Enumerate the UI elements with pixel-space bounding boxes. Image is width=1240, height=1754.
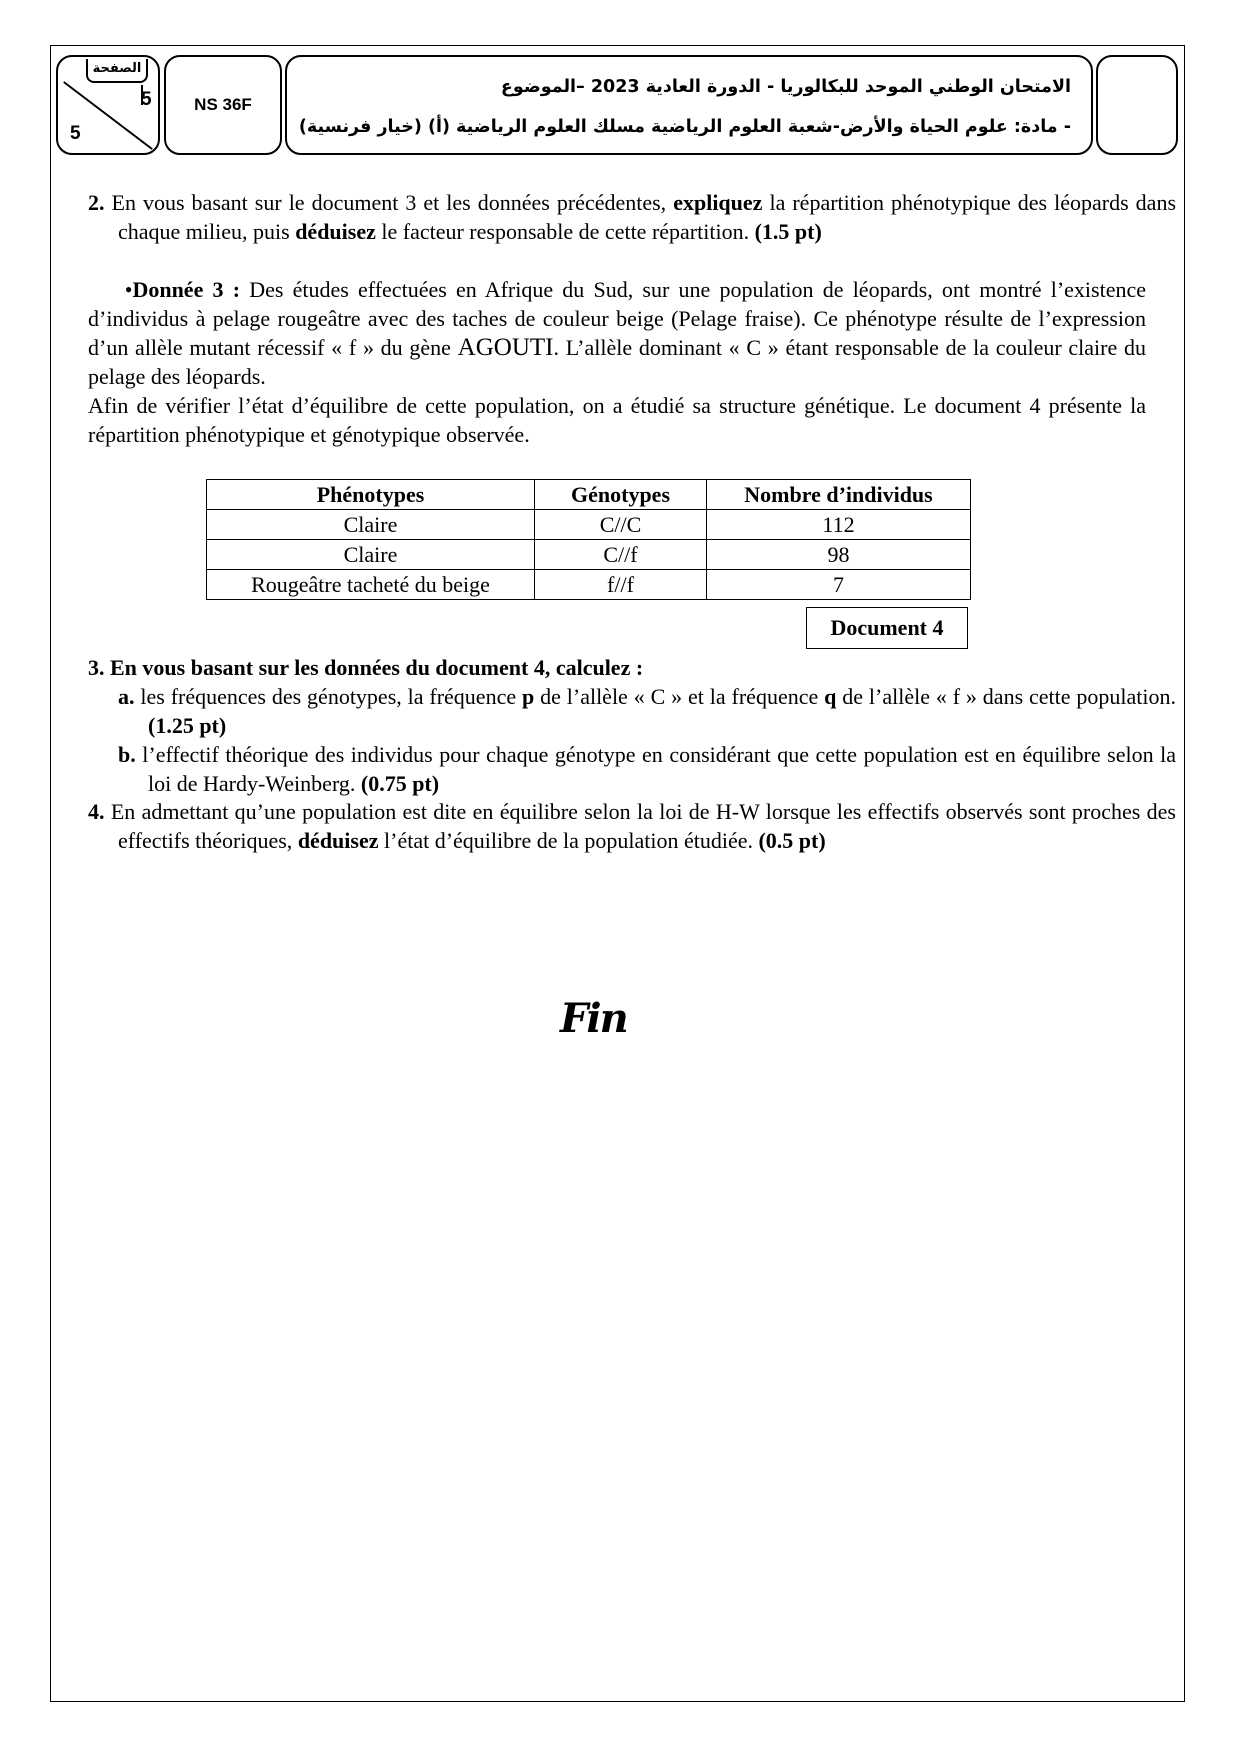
q2-points: (1.5 pt) (754, 219, 822, 244)
donnee-3 (88, 275, 1146, 391)
table-cell: C//C (535, 510, 707, 540)
page-number-box (56, 55, 160, 155)
page-label: الصفحة (86, 59, 148, 83)
table-header: Phénotypes (207, 480, 535, 510)
q3a-text: les fréquences des génotypes, la fréquence (134, 684, 522, 709)
q2-number: 2. (88, 190, 105, 215)
q2-text: la répartition phénotypique des léopards dans chaque milieu, puis (118, 190, 1177, 244)
q3a-q: q (824, 684, 837, 709)
table-cell: 112 (707, 510, 971, 540)
q3b-points: (0.75 pt) (360, 771, 440, 796)
table-cell: Claire (207, 510, 535, 540)
page-total: 5 (70, 123, 81, 144)
q4-points: (0.5 pt) (758, 828, 826, 853)
exam-title-box (285, 55, 1093, 155)
q2-verb-explain: expliquez (673, 190, 763, 215)
table-cell: 98 (707, 540, 971, 570)
document-4-caption: Document 4 (806, 607, 968, 649)
question-4 (88, 797, 1176, 855)
q4-text: l’état d’équilibre de la population étudiée. (378, 828, 759, 853)
donnee-3-label: Donnée 3 : (132, 277, 241, 302)
donnee-3-paragraph-2: Afin de vérifier l’état d’équilibre de cette population, on a étudié sa structure génétique. Le document 4 présente la répartition phénotypique et génotypique observée. (88, 393, 1146, 447)
q3a-points: (1.25 pt) (148, 713, 227, 738)
page-current: 5 (141, 89, 152, 110)
question-3a (118, 682, 1176, 740)
question-2 (88, 188, 1176, 246)
q4-text: En admettant qu’une population est dite en équilibre selon la loi de H-W lorsque les effectifs observés sont proches des effectifs théoriques, (104, 799, 1176, 853)
donnee-3-text: Des études effectuées en Afrique du Sud, sur une population de léopards, ont montré l’existence d’individus à pelage rougeâtre avec des taches de couleur beige (Pelage fraise). Ce phénotype résulte de l’expression d’un allèle mutant récessif « f » du gène (88, 277, 1146, 360)
donnee-3-text: . L’allèle dominant « C » étant responsable de la couleur claire du pelage des léopards. (88, 335, 1146, 389)
question-3-title (88, 653, 1146, 682)
question-3b (118, 740, 1176, 798)
q2-text: En vous basant sur le document 3 et les données précédentes, (104, 190, 674, 215)
q3-title-text: 3. En vous basant sur les données du document 4, calculez : (88, 655, 644, 680)
exam-title-line1: الامتحان الوطني الموحد للبكالوريا - الدورة العادية 2023 –الموضوع (500, 77, 1071, 97)
table-cell: Claire (207, 540, 535, 570)
table-header-row (207, 480, 971, 510)
table-header: Nombre d’individus (707, 480, 971, 510)
q3a-text: de l’allèle « C » et la fréquence (534, 684, 825, 709)
q3a-p: p (521, 684, 535, 709)
gene-name: AGOUTI (457, 334, 554, 361)
fin-mark: Fin (560, 995, 627, 1042)
q3b-text: l’effectif théorique des individus pour chaque génotype en considérant que cette population est en équilibre selon la loi de Hardy-Weinberg. (135, 742, 1176, 796)
exam-code: NS 36F (164, 55, 282, 155)
table-cell: Rougeâtre tacheté du beige (207, 570, 535, 600)
q3b-label: b. (118, 742, 136, 767)
table-cell: 7 (707, 570, 971, 600)
blank-box (1096, 55, 1178, 155)
q4-number: 4. (88, 799, 105, 824)
table-cell: C//f (535, 540, 707, 570)
table-header: Génotypes (535, 480, 707, 510)
q2-verb-deduce: déduisez (295, 219, 376, 244)
q4-verb-deduce: déduisez (297, 828, 379, 853)
q3a-text: de l’allèle « f » dans cette population. (836, 684, 1177, 709)
table-cell: f//f (535, 570, 707, 600)
table-row (207, 510, 971, 540)
table-row (207, 540, 971, 570)
q3a-label: a. (118, 684, 135, 709)
bullet: • (124, 277, 133, 302)
table-row (207, 570, 971, 600)
q2-text: le facteur responsable de cette répartition. (375, 219, 755, 244)
exam-title-line2: - مادة: علوم الحياة والأرض-شعبة العلوم الرياضية مسلك العلوم الرياضية (أ) (خيار فرنسية) (298, 117, 1071, 137)
document-4-table (206, 479, 971, 600)
